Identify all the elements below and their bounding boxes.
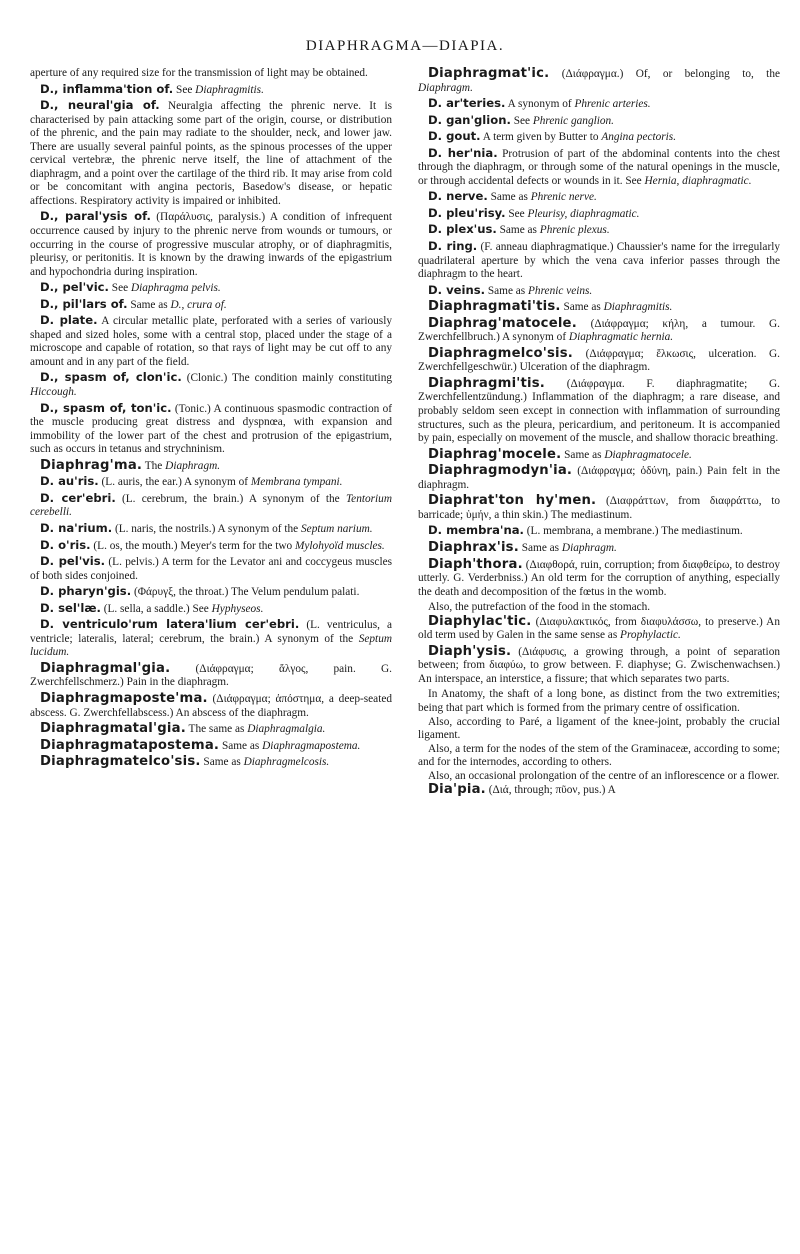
entry-headword: D., pel'vic.	[40, 280, 109, 295]
entry-definition: See	[176, 83, 193, 96]
entry-definition: Also, the putrefaction of the food in the stomach.	[428, 601, 651, 614]
entry-definition: (Διάφραγμα; κήλη, a tumour. G. Zwerchfellbruch.) A synonym of	[418, 317, 780, 344]
dictionary-entry	[30, 692, 392, 720]
dictionary-entry	[418, 207, 780, 222]
entry-definition: (Διαφυλακτικός, from διαφυλάσσω, to preserve.) An old term used by Galen in the same sense as	[418, 615, 780, 642]
entry-definition: (Παράλυσις, paralysis.) A condition of infrequent occurrence caused by injury to the phrenic nerve from wounds or tumours, or occurring in the course of progressive muscular atrophy, or of diaphragmitis, pleurisy, or peritonitis. It is known by the drawing inwards of the epigastrium and hypochondria during inspiration.	[30, 211, 392, 278]
dictionary-entry	[30, 722, 392, 737]
entry-cross-reference: Diaphragmapostema.	[262, 739, 361, 752]
entry-headword: D. her'nia.	[428, 145, 498, 160]
dictionary-entry	[418, 67, 780, 95]
dictionary-entry	[30, 522, 392, 537]
entry-headword: Diaph'ysis.	[428, 643, 512, 659]
entry-cross-reference: Diaphragma pelvis.	[130, 282, 221, 295]
entry-definition: Same as	[203, 756, 241, 769]
dictionary-entry	[30, 314, 392, 369]
entry-definition: (L. sella, a saddle.) See	[103, 602, 209, 615]
dictionary-entry	[418, 524, 780, 539]
entry-cross-reference: Diaphragm.	[418, 81, 473, 94]
entry-definition: Same as	[521, 541, 560, 554]
dictionary-entry	[30, 298, 392, 313]
entry-headword: D., paral'ysis of.	[40, 209, 151, 224]
entry-definition: (Tonic.) A continuous spasmodic contraction of the muscle producing great distress and dyspnœa, with expansion and immobility of the lower part of the chest and protrusion of the epigastrium, such as occurs in tetanus and strychninism.	[30, 402, 393, 456]
entry-headword: D. o'ris.	[40, 537, 91, 552]
dictionary-entry	[418, 284, 780, 299]
entry-definition: (L. os, the mouth.) Meyer's term for the two	[93, 539, 293, 552]
dictionary-entry	[30, 67, 392, 81]
entry-definition: The same as	[188, 723, 245, 736]
dictionary-entry	[418, 240, 780, 282]
entry-definition: (Διάφραγμα; ἀπόστημα, a deep-seated abscess. G. Zwerchfellabscess.) An abscess of the diaphragm.	[30, 692, 392, 719]
dictionary-entry	[418, 300, 780, 315]
entry-cross-reference: Mylohyoïd muscles.	[294, 539, 385, 552]
entry-headword: Diaphragmi'tis.	[428, 375, 546, 391]
entry-definition: In Anatomy, the shaft of a long bone, as distinct from the two extremities; being that part which is formed from the primary centre of ossification.	[418, 688, 780, 714]
entry-cross-reference: Diaphragmalgia.	[247, 723, 326, 736]
entry-headword: Diaphragmatapostema.	[40, 737, 220, 753]
entry-definition: (Διαφράττων, from διαφράττω, to barricade; ὑμήν, a thin skin.) The mediastinum.	[418, 495, 780, 521]
dictionary-entry	[30, 755, 392, 770]
entry-cross-reference: Phrenic plexus.	[539, 224, 610, 237]
dictionary-entry	[30, 618, 392, 660]
entry-definition: (Διαφθορά, ruin, corruption; from διαφθείρω, to destroy utterly. G. Verderbniss.) An old term for the corruption of anything, especially the death and decomposition of the fœtus in the womb.	[418, 558, 780, 598]
dictionary-entry	[30, 739, 392, 754]
dictionary-entry	[418, 558, 780, 600]
entry-definition: Same as	[221, 739, 260, 752]
entry-headword: D. ventriculo'rum latera'lium cer'ebri.	[40, 617, 300, 632]
entry-definition: Same as	[487, 284, 526, 297]
dictionary-entry	[418, 114, 780, 129]
entry-definition: Same as	[130, 298, 168, 311]
dictionary-entry	[30, 99, 392, 208]
entry-headword: D. pel'vis.	[40, 554, 106, 569]
entry-definition: A circular metallic plate, perforated with a series of variously shaped and sized holes, some with a central stop, placed under the stage of a microscope and capable of rotation, so that rays of light may be cut off to any amount and in any part of the field.	[30, 315, 392, 368]
entry-definition: A synonym of	[507, 98, 572, 111]
entry-continuation	[418, 770, 780, 784]
entry-definition: (Διάφραγμα; ὀδύνη, pain.) Pain felt in the diaphragm.	[418, 465, 780, 491]
entry-headword: D., inflamma'tion of.	[40, 81, 174, 96]
entry-headword: D. au'ris.	[40, 474, 99, 489]
entry-cross-reference: Pleurisy, diaphragmatic.	[527, 207, 640, 220]
entry-continuation	[418, 688, 780, 715]
entry-headword: Diaphrat'ton hy'men.	[428, 493, 597, 509]
dictionary-entry	[418, 783, 780, 798]
entry-cross-reference: Diaphragmatic hernia.	[568, 331, 674, 344]
dictionary-entry	[418, 317, 780, 345]
dictionary-entry	[418, 494, 780, 522]
entry-cross-reference: Hyphyseos.	[211, 602, 264, 615]
entry-cross-reference: Phrenic veins.	[528, 284, 593, 297]
entry-cross-reference: Angina pectoris.	[601, 131, 677, 144]
entry-definition: Neuralgia affecting the phrenic nerve. It is characterised by pain attacking some part of the origin, course, or distribution of the phrenic, and the pain may radiate to the shoulder, neck, and lower jaw. There are usually several painful points, as the spinous processes of the upper cervical vertebræ, the phrenic nerve itself, the line of attachment of the diaphragm, and a point over the cartilage of the third rib. It may arise from cold or be concomitant with angina pectoris, Basedow's disease, or hepatic affections. Respiratory activity is impaired or inhibited.	[30, 100, 392, 207]
entry-cross-reference: Prophylactic.	[620, 629, 681, 642]
entry-cross-reference: Phrenic nerve.	[530, 191, 597, 204]
entry-definition: (L. pelvis.) A term for the Levator ani and coccygeus muscles of both sides conjoined.	[30, 556, 392, 582]
entry-definition: (Διάφυσις, a growing through, a point of separation between; from διαφύω, to grow between. F. diaphyse; G. Zwischenwachsen.) An interspace, an interstice, a fissure; that which separates two parts.	[418, 645, 780, 685]
entry-definition: (L. membrana, a membrane.) The mediastinum.	[526, 525, 743, 538]
dictionary-entry	[30, 662, 392, 690]
entry-definition: Protrusion of part of the abdominal contents into the chest through the diaphragm, or through some of the natural openings in the muscle, or through accidental defects or wounds in it. See	[418, 147, 781, 187]
entry-headword: D. pleu'risy.	[428, 205, 506, 220]
entry-cross-reference: Phrenic arteries.	[574, 98, 651, 111]
entry-definition: (Διάφραγμα; ἕλκωσις, ulceration. G. Zwerchfellgeschwür.) Ulceration of the diaphragm.	[418, 347, 780, 374]
entry-definition: (Διά, through; πῦον, pus.) A	[488, 784, 616, 797]
entry-continuation	[418, 716, 780, 743]
entry-headword: D. plate.	[40, 313, 98, 328]
dictionary-entry	[418, 130, 780, 145]
right-column	[418, 67, 780, 800]
entry-definition: See	[111, 282, 129, 295]
entry-headword: Diaphrag'matocele.	[428, 315, 577, 331]
entry-cross-reference: D., crura of.	[170, 298, 227, 311]
dictionary-entry	[30, 459, 392, 474]
dictionary-entry	[418, 645, 780, 687]
entry-headword: D. membra'na.	[428, 523, 524, 538]
dictionary-entry	[30, 83, 392, 98]
dictionary-entry	[418, 464, 780, 492]
entry-definition: Same as	[490, 191, 528, 204]
entry-headword: D. pharyn'gis.	[40, 584, 132, 599]
entry-headword: Diaphragmat'ic.	[428, 66, 550, 81]
entry-headword: Diaphragmelco'sis.	[428, 345, 573, 361]
dictionary-entry	[418, 541, 780, 556]
entry-headword: Diaphragmati'tis.	[428, 299, 561, 315]
entry-cross-reference: Diaphragmatocele.	[604, 448, 692, 461]
entry-headword: Diaphragmaposte'ma.	[40, 690, 208, 706]
entry-definition: Also, according to Paré, a ligament of the knee-joint, probably the crucial ligament.	[418, 715, 780, 742]
entry-definition: aperture of any required size for the transmission of light may be obtained.	[30, 67, 368, 79]
entry-cross-reference: Hernia, diaphragmatic.	[644, 174, 752, 187]
entry-continuation	[418, 743, 780, 770]
entry-headword: Diaphragmal'gia.	[40, 660, 171, 676]
entry-cross-reference: Phrenic ganglion.	[532, 114, 615, 127]
entry-definition: (L. cerebrum, the brain.) A synonym of the	[121, 492, 340, 505]
entry-definition: (Φάρυγξ, the throat.) The Velum pendulum palati.	[133, 586, 360, 599]
entry-definition: (Clonic.) The condition mainly constituting	[186, 372, 392, 385]
entry-definition: (F. anneau diaphragmatique.) Chaussier's name for the irregularly quadrilateral aperture by which the vena cava inferior passes through the diaphragm to the heart.	[418, 241, 780, 281]
entry-headword: D. plex'us.	[428, 222, 497, 237]
entry-headword: D. ar'teries.	[428, 96, 506, 111]
entry-definition: (Διάφραγμα.) Of, or belonging to, the	[561, 68, 780, 80]
entry-definition: Also, a term for the nodes of the stem of the Graminaceæ, according to some; and for the internodes, according to others.	[418, 742, 780, 769]
dictionary-entry	[418, 347, 780, 375]
entry-definition: See	[513, 114, 531, 127]
dictionary-entry	[418, 147, 780, 189]
entry-headword: D., neural'gia of.	[40, 98, 160, 113]
entry-headword: D., spasm of, clon'ic.	[40, 370, 182, 385]
dictionary-entry	[30, 555, 392, 583]
entry-headword: Diaphragmodyn'ia.	[428, 463, 573, 479]
dictionary-entry	[30, 602, 392, 617]
entry-definition: (L. ventriculus, a ventricle; lateralis, lateral; cerebrum, the brain.) A synonym of the	[30, 619, 393, 645]
entry-headword: D., spasm of, ton'ic.	[40, 400, 172, 415]
dictionary-entry	[30, 281, 392, 296]
entry-cross-reference: Diaphragmitis.	[195, 83, 264, 96]
entry-headword: D. gan'glion.	[428, 112, 511, 127]
entry-headword: Diaphrag'mocele.	[428, 446, 562, 462]
entry-definition: (Διάφραγμα; ἄλγος, pain. G. Zwerchfellschmerz.) Pain in the diaphragm.	[30, 662, 392, 689]
entry-headword: D. gout.	[428, 129, 481, 144]
entry-definition: See	[508, 207, 525, 220]
entry-definition: The	[144, 459, 163, 472]
entry-definition: Same as	[564, 448, 602, 461]
entry-cross-reference: Diaphragmitis.	[603, 301, 673, 314]
entry-headword: D. sel'læ.	[40, 600, 101, 615]
columns	[30, 67, 780, 800]
entry-headword: D., pil'lars of.	[40, 296, 128, 311]
dictionary-entry	[30, 475, 392, 490]
entry-headword: Diaphylac'tic.	[428, 613, 532, 629]
entry-definition: Same as	[499, 224, 537, 237]
dictionary-entry	[30, 585, 392, 600]
entry-continuation	[418, 601, 780, 615]
dictionary-entry	[418, 223, 780, 238]
dictionary-entry	[30, 402, 392, 457]
dictionary-entry	[30, 539, 392, 554]
entry-definition: (L. naris, the nostrils.) A synonym of the	[114, 522, 299, 535]
entry-headword: D. nerve.	[428, 189, 488, 204]
dictionary-entry	[418, 97, 780, 112]
entry-headword: D. veins.	[428, 282, 486, 297]
entry-definition: Same as	[563, 301, 601, 314]
entry-headword: Diaphrax'is.	[428, 539, 519, 555]
dictionary-entry	[418, 377, 780, 446]
entry-cross-reference: Septum narium.	[301, 522, 373, 535]
entry-headword: D. cer'ebri.	[40, 490, 116, 505]
entry-headword: Diaph'thora.	[428, 556, 523, 572]
entry-headword: Diaphrag'ma.	[40, 457, 143, 473]
entry-cross-reference: Membrana tympani.	[250, 476, 343, 489]
entry-cross-reference: Diaphragm.	[165, 459, 221, 472]
entry-headword: Dia'pia.	[428, 782, 486, 798]
dictionary-entry	[418, 615, 780, 643]
dictionary-entry	[418, 190, 780, 205]
entry-headword: D. na'rium.	[40, 520, 113, 535]
left-column	[30, 67, 392, 800]
entry-definition: (L. auris, the ear.) A synonym of	[101, 476, 249, 489]
running-head: DIAPHRAGMA—DIAPIA.	[305, 38, 505, 54]
entry-headword: D. ring.	[428, 239, 478, 254]
entry-headword: Diaphragmatal'gia.	[40, 721, 186, 737]
dictionary-entry	[30, 371, 392, 399]
dictionary-entry	[418, 448, 780, 463]
dictionary-entry	[30, 492, 392, 520]
entry-cross-reference: Diaphragmelcosis.	[243, 756, 330, 769]
entry-definition: Also, an occasional prolongation of the centre of an inflorescence or a flower.	[428, 769, 780, 782]
entry-headword: Diaphragmatelco'sis.	[40, 754, 201, 770]
entry-definition: A term given by Butter to	[482, 131, 599, 144]
entry-cross-reference: Diaphragm.	[561, 541, 617, 554]
dictionary-entry	[30, 210, 392, 279]
entry-definition: (Διάφραγμα. F. diaphragmatite; G. Zwerchfellentzündung.) Inflammation of the diaphragm; a rare disease, and probably seldom seen except in connection with inflammation of surrounding structures, such as the pleura, pericardium, and peritoneum. It is accompanied by pain, especially on movement of the muscle, and shallow thoracic breathing.	[418, 377, 780, 445]
entry-cross-reference: Septum lucidum.	[30, 632, 393, 659]
entry-cross-reference: Hiccough.	[30, 386, 77, 399]
entry-cross-reference: Tentorium cerebelli.	[30, 492, 392, 519]
